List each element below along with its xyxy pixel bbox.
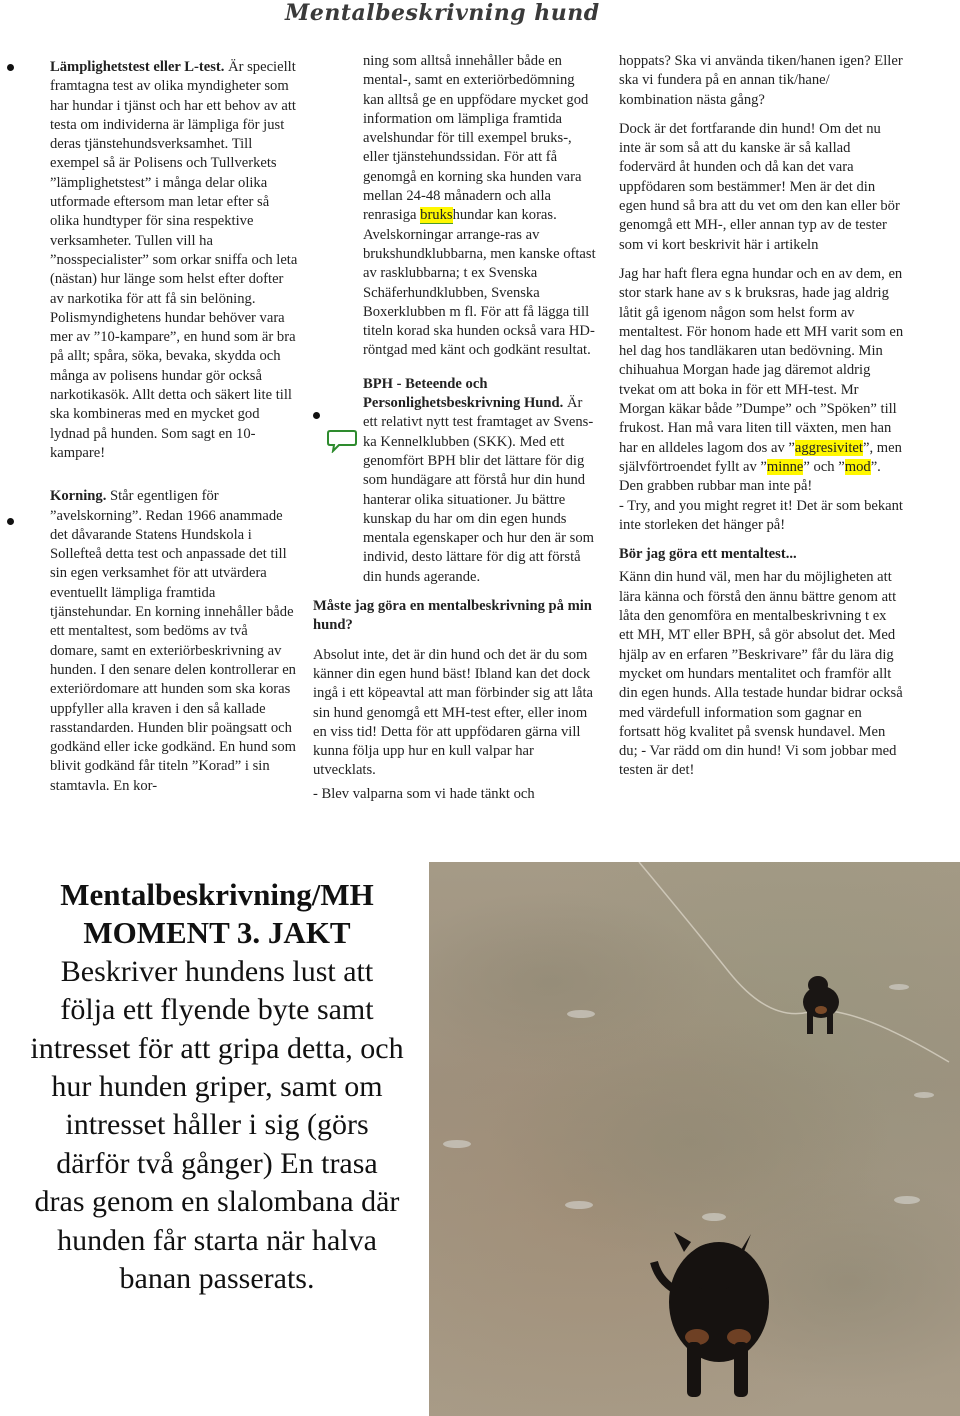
bph-body: Är ett relativt nytt test framtaget av Svens-ka Kennelklubben (SKK). Med ett genomfört BPH blir det lättare för dig som hundägare att förstå hur din hund hanterar olika situationer. Ju bättre kunskap du har om din egen hunds mentala egenskaper och hur den är som individ, desto lättare för dig att förstå din hunds agerande. [363, 395, 594, 585]
morgan-text-d: ”. Den grabben rubbar man inte på! [619, 458, 881, 495]
korning-heading: Korning. [50, 488, 107, 505]
hoppats-paragraph: hoppats? Ska vi använda tiken/hanen igen? Eller ska vi fundera på en annan tik/hane/ kombination nästa gång? [619, 53, 903, 108]
l-test-paragraph [50, 58, 298, 463]
moment-title-line2: MOMENT 3. JAKT [83, 915, 351, 951]
l-test-heading: Lämplighetstest eller L-test. [50, 59, 225, 75]
photo-illustration [429, 862, 960, 1416]
highlight-minne: minne [766, 458, 804, 475]
question-heading-must: Måste jag göra en mentalbeskrivning på min hund? [313, 598, 592, 634]
korning-continued-tail: hundar kan koras. [452, 207, 557, 224]
highlight-bruks: bruks [420, 207, 453, 224]
korning-continued-paragraph [363, 52, 596, 226]
bph-paragraph [363, 375, 596, 587]
morgan-text-a: Jag har haft flera egna hundar och en av dem, en stor stark hane av s k bruksras, hade jag aldrig låtit gå igenom någon som helst form av mentaltest. För honom hade ett MH varit som en hel dag hos tandläkaren utan bedövning. Min chihuahua Morgan hade jag däremot aldrig tvekat om att boka in för ett MH-test. Mr Morgan käkar både ”Dumpe” och ”Spöken” till frukost. Han må vara liten till växten, men han har en alldeles lagom dos av ” [619, 265, 904, 456]
bph-heading: BPH - Beteende och Personlighetsbeskrivning Hund. [363, 375, 564, 412]
question-body-must: Absolut inte, det är din hund och det är du som känner din egen hund bäst! Ibland kan det dock ingå i ett köpeavtal att man förbinder sig att låta sin hund genomgå ett MH-test efter, eller inom en viss tid! Detta för att uppfödaren gärna vill kunna följa upp hur en kull valpar har utvecklats. [313, 646, 594, 779]
korning-paragraph [50, 487, 298, 796]
try-paragraph: - Try, and you might regret it! Det är som bekant inte storleken det hänger på! [619, 497, 903, 533]
highlight-aggresivitet: aggresivitet [794, 439, 863, 456]
moment-title-line1: Mentalbeskrivning/MH [60, 877, 374, 912]
korning-body: Står egentligen för ”avelskorning”. Redan 1966 anammade det dåvarande Statens Hundskola i Sollefteå detta test och anpassade det till sin egen verksamhet för att utvärdera eventuellt lämpliga framtida tjänstehundar. En korning innehåller både ett mentaltest, som bedöms av två domare, samt en exteriörbeskrivning av hunden. I den senare delen kontrollerar en exteriördomare att hunden som ska koras uppfyller alla kraven i den så kallade rasstandarden. Hunden blir poängsatt och godkänd eller icke godkänd. En hund som blivit godkänd får titeln ”Korad” i sin stamtavla. En kor- [50, 488, 297, 794]
korning-continued-text: ning som alltså innehåller både en mental-, samt en exteriörbedömning kan alltså ge en uppfödare mycket god information om lämpliga framtida avelshundar för till exempel bruks-, eller tjänstehundssidan. För att få genomgå en korning ska hunden vara mellan 24-48 månadern och alla renrasiga [363, 53, 589, 224]
question-body-should: Känn din hund väl, men har du möjligheten att lära känna och förstå den ännu bättre genom att låta den genomföra en mentalbeskrivning t ex ett MH, MT eller BPH, så gör absolut det. Med hjälp av en erfaren ”Beskrivare” får du lära dig mycket om hundars mentalitet och framför allt din egen hunds. Alla testade hundar bidrar också med värdefull information som gagnar en fortsatt hög kvalitet på svensk hundavel. Men du; - Var rädd om din hund! Vi som jobbar med testen är det! [619, 569, 903, 779]
bullet-icon [7, 518, 14, 525]
column-left [50, 58, 298, 796]
dog-running-photo [429, 862, 960, 1416]
question-tail-text: - Blev valparna som vi hade tänkt och [313, 785, 535, 802]
moment-description [30, 876, 404, 1298]
morgan-text-c: ” och ” [803, 458, 845, 475]
small-dog-figure [803, 976, 839, 1034]
column-middle [313, 52, 596, 804]
l-test-body: Är speciellt framtagna test av olika myndigheter som har hundar i tjänst och har ett behov av att testa om individerna är lämpliga för just deras tjänstehundsverksamhet. Till exempel så är Polisens och Tullverkets ”lämplighetstest” i många delar olika utformade eftersom man letar efter så olika hundtyper för sina respektive verksamheter. Tullen vill ha ”nosspecialister” som orkar sniffa och leta (nästan) hur länge som helst efter dofter av narkotika för att få sin belöning. Polismyndighetens hundar behöver vara mer av ”10-kampare”, en hund som är bra på allt; spåra, söka, bevaka, skydda och många av polisens hundar gör också narkotikasök. Allt detta och säkert lite till ska kombineras med en mycket god lydnad på hunden. Som sagt en 10-kampare! [50, 59, 298, 461]
column-right [619, 52, 904, 781]
avelskorning-paragraph: Avelskorningar arrange-ras av brukshundklubbarna, men kanske oftast av rasklubbarna; t ex Svenska Schäferhundklubben, Svenska Boxerklubben m fl. För att få lägga till titeln korad ska hunden också vara HD-röntgad med känt och godkänt resultat. [363, 226, 596, 359]
page-header-title: Mentalbeskrivning hund [285, 0, 600, 26]
moment-description-text: Beskriver hundens lust att följa ett flyende byte samt intresset för att gripa detta, och hur hunden griper, samt om intresset håller i sig (görs därför två gånger) En trasa dras genom en slalombana där hunden får starta när halva banan passerats. [30, 954, 404, 1296]
question-heading-should: Bör jag göra ett mentaltest... [619, 546, 797, 563]
morgan-text-b: ”, men självförtroendet fyllt av ” [619, 439, 902, 475]
bullet-icon [7, 64, 14, 71]
own-dog-paragraph: Dock är det fortfarande din hund! Om det nu inte är som så att du kanske är så kallad fodervärd åt hunden och då kan det vara uppfödaren som bestämmer! Men är det din egen hund så bra att du vet om den kan eller bör genomgå ett MH-, eller annan typ av de tester som vi kort beskrivit här i artikeln [619, 120, 900, 253]
morgan-paragraph [619, 265, 904, 497]
highlight-mod: mod [844, 458, 871, 475]
